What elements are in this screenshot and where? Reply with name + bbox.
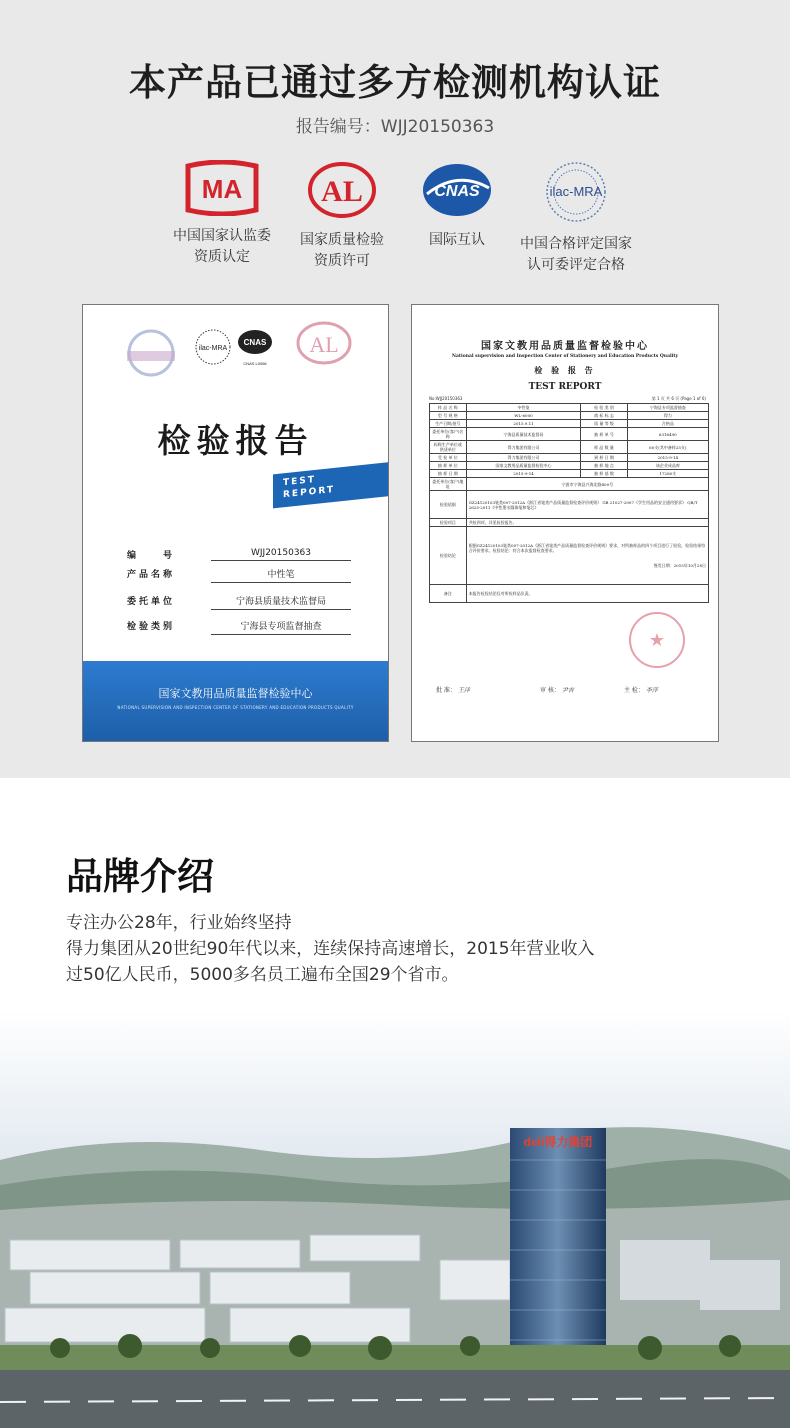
report-page-document xyxy=(411,304,719,742)
report-seal-icon xyxy=(627,610,687,670)
table-row-summary: 检验结论 根据GZ24120103笔类007-2012A《浙江省笔类产品质量监督检查评价规则》要求，对所抽样品的四个项目进行了检验，检验结果符合评价要求。检验结论：符合本次监督检查要求。 签发日期：2015年10月28日 xyxy=(430,527,709,585)
report-page-subheading: 检 验 报 告 xyxy=(534,365,596,375)
table-row: 抽 样 日 期 2015-9-14 抽 样 基 数 17280支 xyxy=(430,470,709,478)
svg-text:ilac-MRA: ilac-MRA xyxy=(549,184,603,199)
table-row-items: 检验项目 共检四项，详见检验报告。 xyxy=(430,519,709,527)
brand-title: 品牌介绍 xyxy=(66,855,214,898)
table-row: 标称生产单位或供货单位 得力集团有限公司 样 品 数 量 60支(其中备样25支) xyxy=(430,441,709,454)
cover-ilac-icon xyxy=(193,327,233,367)
logo-ilac xyxy=(506,160,646,276)
building-sign: deli得力集团 xyxy=(523,1135,593,1149)
svg-text:AL: AL xyxy=(309,332,339,357)
certification-title: 本产品已通过多方检测机构认证 xyxy=(129,61,661,104)
svg-text:CNAS: CNAS xyxy=(243,338,267,347)
brand-line-2: 得力集团从20世纪90年代以来，连续保持高速增长，2015年营业收入 xyxy=(66,939,595,959)
table-row-basis: 检验依据 GZ24120103笔类007-2012A《浙江省笔类产品质量监督检查评价规则》 GB 21027-2007《学生用品的安全通用要求》 QB/T 2625-2011《中性墨水圆珠笔和笔芯》 xyxy=(430,491,709,519)
table-row: 抽 样 单 位 国家文教用品质量监督检验中心 抽 样 地 点 该企业成品库 xyxy=(430,462,709,470)
cma-icon xyxy=(182,160,262,216)
report-page-table xyxy=(429,403,709,603)
report-number: 报告编号：WJJ20150363 xyxy=(295,117,495,137)
report-page-no: No:WJJ20150363 xyxy=(429,396,463,401)
cover-cal-stamp-icon xyxy=(288,319,360,371)
table-row: 委托单位(客户)地址 宁波市宁海县兴海北路400号 xyxy=(430,478,709,491)
logo-cnas-caption: 国际互认 xyxy=(429,232,485,248)
report-cover-title: 检验报告 xyxy=(157,421,314,460)
cal-icon xyxy=(306,160,378,220)
logo-ilac-caption: 中国合格评定国家 认可委评定合格 xyxy=(520,236,632,273)
table-row: 受 检 单 位 得力集团有限公司 到 样 日 期 2015-9-14 xyxy=(430,454,709,462)
report-page-heading-en: National supervision and Inspection Center of Stationery and Education Products Quality xyxy=(451,354,679,359)
report-page-heading: 国家文教用品质量监督检验中心 xyxy=(481,341,649,352)
logo-cal-caption: 国家质量检验 资质许可 xyxy=(300,232,384,269)
table-row: 型 号 规 格 WL-6000 商 标 标 志 得力 xyxy=(430,412,709,420)
headquarters-photo xyxy=(0,1010,790,1428)
certification-logos xyxy=(0,160,790,280)
svg-text:CNAS L0066: CNAS L0066 xyxy=(243,361,267,366)
report-cover-document: ilac-MRA CNAS CNAS L0066 AL 检验报告 TEST REPORT 编 号 WJJ20150363 产品名称 中性笔 委托单位 宁海县质量技术监督局 检验类别 宁海县专项监督抽查 国家文教用品质量监督检验中心 NATIONAL SUPERVISION AND INSPECTION CENTER OF STATIONERY AND EDUCATION PRODUCTS QUALITY xyxy=(82,304,389,742)
svg-text:MA: MA xyxy=(201,174,243,204)
report-cover-footer: 国家文教用品质量监督检验中心 NATIONAL SUPERVISION AND INSPECTION CENTER OF STATIONERY AND EDUCATION PRODUCTS QUALITY xyxy=(83,661,388,741)
report-cover-band: TEST REPORT xyxy=(273,460,389,509)
svg-text:AL: AL xyxy=(321,175,363,208)
logo-cma-caption: 中国国家认监委 资质认定 xyxy=(173,228,271,265)
cma-stamp-icon xyxy=(121,327,181,379)
report-page-count: 第 1 页 共 6 页 (Page 1 of 6) xyxy=(651,396,706,401)
report-page-subheading-en: TEST REPORT xyxy=(528,382,602,392)
svg-text:ilac-MRA: ilac-MRA xyxy=(198,345,228,352)
table-row: 生产日期/批号 2015.9.11 质 量 等 级 合格品 xyxy=(430,420,709,428)
cnas-icon xyxy=(419,160,495,220)
svg-text:★: ★ xyxy=(648,630,666,651)
ilac-mra-icon xyxy=(538,160,614,224)
cover-cnas-icon xyxy=(235,327,275,371)
brand-line-3: 过50亿人民币，5000多名员工遍布全国29个省市。 xyxy=(66,965,459,985)
table-row: 样 品 名 称 中性笔 检 验 类 别 宁海县专项监督抽查 xyxy=(430,404,709,412)
brand-line-1: 专注办公28年，行业始终坚持 xyxy=(66,913,292,933)
tested-signature: 主 检： 李萍 xyxy=(624,687,658,694)
reviewed-signature: 审 核： 尹吉 xyxy=(540,687,574,694)
headquarters-aerial-image xyxy=(0,1010,790,1428)
logo-cma xyxy=(152,160,292,268)
approved-signature: 批 准： 王洋 xyxy=(436,687,470,694)
svg-text:CNAS: CNAS xyxy=(434,183,480,200)
table-row: 委托单位(客户)名称 宁海县质量技术监督局 抽 样 单 号 6316490 xyxy=(430,428,709,441)
table-row-remarks: 备注 本报告检验结论仅对所检样品负责。 xyxy=(430,585,709,603)
